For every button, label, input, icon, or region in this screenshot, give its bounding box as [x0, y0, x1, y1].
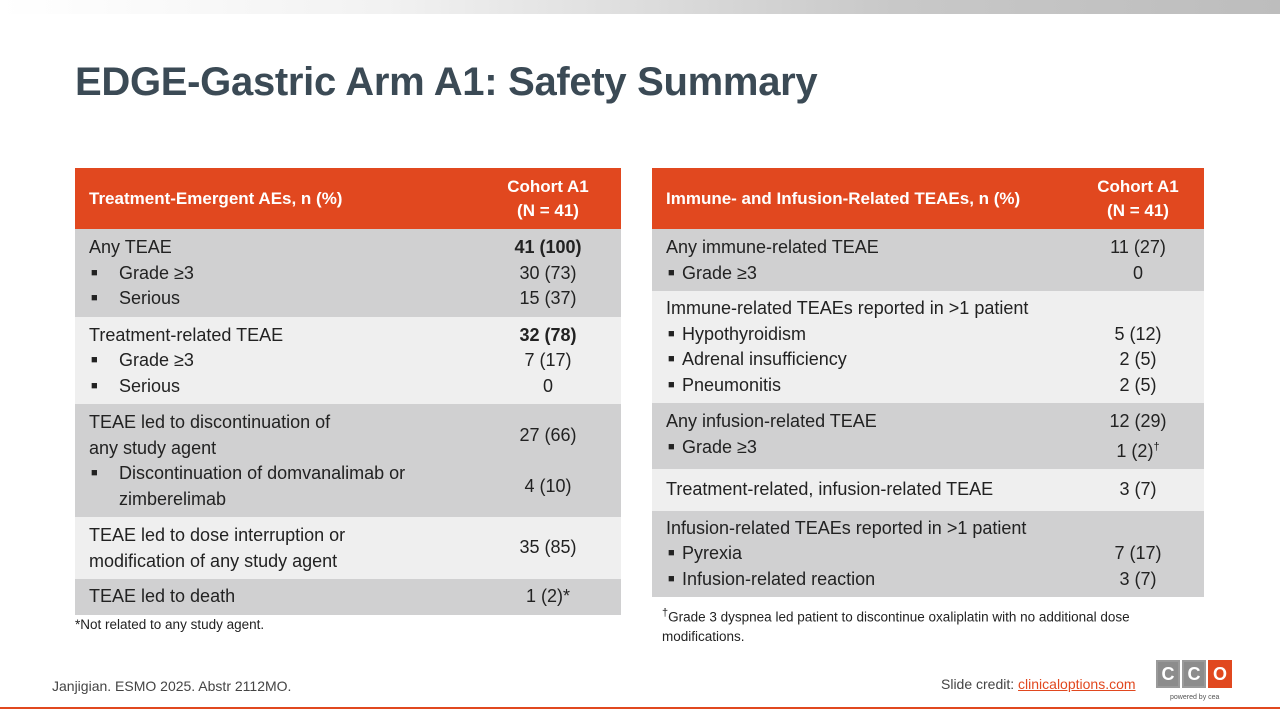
row-subvalue: 0 [1132, 262, 1143, 283]
row-subvalue: 15 (37) [519, 288, 577, 308]
table-row [652, 469, 1204, 511]
table-row [75, 517, 621, 579]
logo-letter: O [1208, 660, 1232, 688]
row-label: Infusion-related TEAEs reported in >1 patient [666, 517, 1027, 538]
row-label: Any immune-related TEAE [666, 237, 879, 257]
cohort-name: Cohort A1 [507, 176, 589, 196]
row-subvalue: 7 (17) [524, 350, 572, 370]
row-label: Any TEAE [89, 237, 172, 257]
table-header-row [75, 168, 621, 229]
row-sublabel: Pneumonitis [682, 374, 782, 395]
cco-logo [1156, 660, 1232, 688]
bottom-accent-line [0, 707, 1280, 709]
bullet-square-icon: ■ [668, 572, 675, 585]
header-cohort [1072, 168, 1204, 229]
cohort-n: (N = 41) [1107, 200, 1169, 220]
row-sublabel: Serious [119, 288, 181, 308]
bullet-square-icon: ■ [668, 266, 675, 279]
table-row [652, 403, 1204, 469]
bullet-square-icon: ■ [91, 266, 98, 279]
table-row [652, 229, 1204, 291]
logo-letter: C [1182, 660, 1206, 688]
row-label: Any infusion-related TEAE [666, 411, 877, 431]
row-sublabel: Grade ≥3 [682, 262, 757, 283]
citation: Janjigian. ESMO 2025. Abstr 2112MO. [52, 678, 292, 694]
row-subvalue: 0 [542, 375, 553, 396]
row-value: 12 (29) [1109, 411, 1167, 431]
table-row [652, 291, 1204, 403]
row-label: Immune-related TEAEs reported in >1 patient [666, 298, 1029, 318]
header-label: Immune- and Infusion-Related TEAEs, n (%) [652, 168, 1072, 229]
table-row [75, 579, 621, 615]
row-subvalue: 1 (2)† [1116, 440, 1160, 461]
row-value: 3 (7) [1119, 479, 1157, 499]
row-sublabel: Serious [119, 375, 181, 396]
row-value: 32 (78) [519, 324, 577, 345]
row-label: Treatment-related, infusion-related TEAE [666, 479, 994, 499]
slide-credit: Slide credit: clinicaloptions.com [941, 676, 1136, 692]
cohort-name: Cohort A1 [1097, 176, 1179, 196]
row-subvalue: 2 (5) [1119, 374, 1157, 395]
row-label: Treatment-related TEAE [89, 324, 284, 345]
row-value: 11 (27) [1110, 237, 1166, 257]
table-header-row [652, 168, 1204, 229]
table-row [75, 317, 621, 405]
left-footnote: *Not related to any study agent. [75, 617, 265, 632]
right-footnote: †Grade 3 dyspnea led patient to discontinue oxaliplatin with no additional dose modifications. [662, 607, 1130, 644]
bullet-square-icon: ■ [668, 327, 675, 340]
row-sublabel: Grade ≥3 [119, 262, 194, 283]
bullet-square-icon: ■ [668, 547, 675, 559]
row-label: TEAE led to death [89, 586, 236, 606]
row-value: 41 (100) [514, 237, 582, 257]
dagger-mark: † [1153, 440, 1160, 453]
table-row [75, 404, 621, 517]
row-sublabel: Infusion-related reaction [682, 568, 876, 589]
bullet-square-icon: ■ [668, 378, 675, 391]
row-label: TEAE led to dose interruption or modification of any study agent [89, 525, 346, 571]
logo-tagline: powered by cea [1170, 694, 1220, 701]
row-subvalue: 4 (10) [524, 475, 572, 496]
row-sublabel: Grade ≥3 [119, 350, 194, 370]
row-label: TEAE led to discontinuation of any study agent [89, 412, 331, 458]
table-row [75, 229, 621, 317]
row-subvalue: 7 (17) [1114, 543, 1162, 563]
row-subvalue: 30 (73) [519, 262, 577, 283]
row-subvalue: 3 (7) [1119, 568, 1157, 589]
treatment-emergent-ae-table [75, 168, 621, 615]
credit-link[interactable]: clinicaloptions.com [1018, 676, 1136, 692]
bullet-square-icon: ■ [91, 379, 98, 392]
row-sublabel: Hypothyroidism [682, 323, 807, 344]
row-value: 27 (66) [519, 425, 577, 445]
logo-letter: C [1156, 660, 1180, 688]
bullet-square-icon: ■ [91, 354, 98, 366]
row-subvalue: 2 (5) [1119, 349, 1157, 369]
row-subvalue: 5 (12) [1114, 323, 1162, 344]
bullet-square-icon: ■ [668, 353, 675, 365]
bullet-square-icon: ■ [91, 467, 98, 479]
row-sublabel: Discontinuation of domvanalimab or zimberelimab [119, 463, 406, 509]
header-label: Treatment-Emergent AEs, n (%) [75, 168, 475, 229]
header-cohort [475, 168, 621, 229]
cohort-n: (N = 41) [517, 200, 579, 220]
row-value: 35 (85) [519, 537, 577, 558]
bullet-square-icon: ■ [668, 440, 675, 453]
bullet-square-icon: ■ [91, 292, 98, 304]
row-value: 1 (2)* [525, 586, 570, 606]
table-row [652, 511, 1204, 598]
row-sublabel: Pyrexia [682, 543, 743, 563]
top-gradient-bar [0, 0, 1280, 14]
row-sublabel: Grade ≥3 [682, 436, 757, 457]
immune-infusion-teae-table [652, 168, 1204, 597]
slide-title: EDGE-Gastric Arm A1: Safety Summary [75, 60, 818, 104]
dagger-mark: † [662, 607, 669, 619]
row-sublabel: Adrenal insufficiency [682, 349, 847, 369]
